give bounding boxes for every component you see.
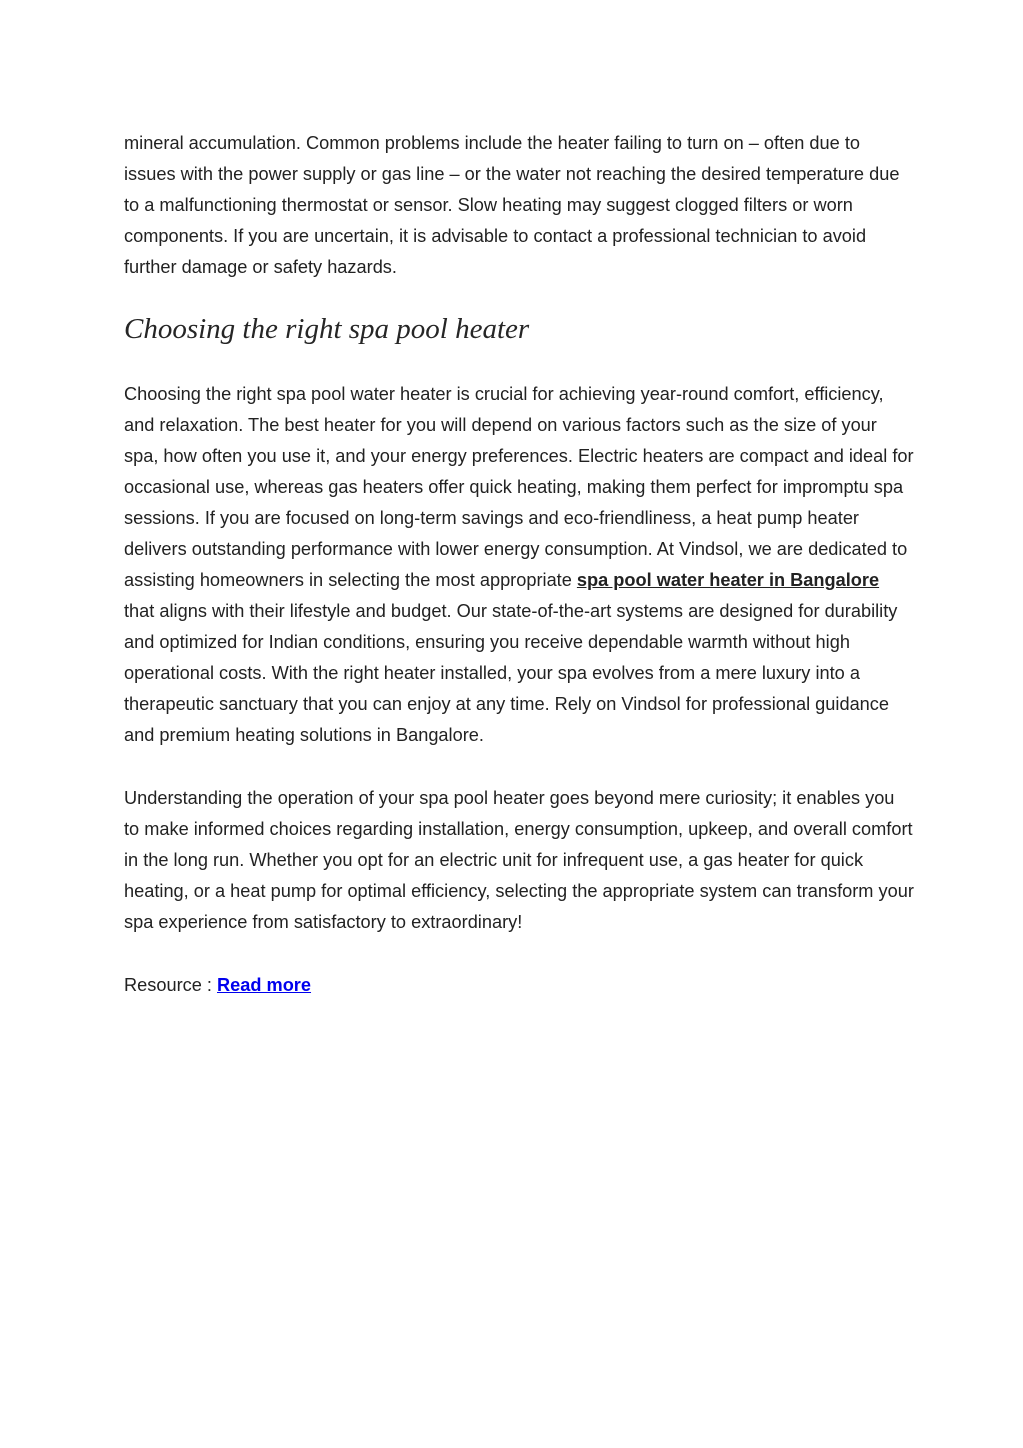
resource-label: Resource : [124,975,217,995]
choosing-paragraph [124,379,914,751]
resource-line [124,970,914,1001]
choosing-text-before: Choosing the right spa pool water heater is crucial for achieving year-round comfort, efficiency, and relaxation. The best heater for you will depend on various factors such as the size of your spa, how often you use it, and your energy preferences. Electric heaters are compact and ideal for occasional use, whereas gas heaters offer quick heating, making them perfect for impromptu spa sessions. If you are focused on long-term savings and eco-friendliness, a heat pump heater delivers outstanding performance with lower energy consumption. At Vindsol, we are dedicated to assisting homeowners in selecting the most appropriate [124,384,914,590]
section-heading: Choosing the right spa pool heater [124,313,530,345]
choosing-text-after: that aligns with their lifestyle and budget. Our state-of-the-art systems are designed for durability and optimized for Indian conditions, ensuring you receive dependable warmth without high operational costs. With the right heater installed, your spa evolves from a mere luxury into a therapeutic sanctuary that you can enjoy at any time. Rely on Vindsol for professional guidance and premium heating solutions in Bangalore. [124,601,898,745]
document-page [124,128,914,1001]
intro-paragraph: mineral accumulation. Common problems include the heater failing to turn on – often due to issues with the power supply or gas line – or the water not reaching the desired temperature due to a malfunctioning thermostat or sensor. Slow heating may suggest clogged filters or worn components. If you are uncertain, it is advisable to contact a professional technician to avoid further damage or safety hazards. [124,133,900,277]
read-more-link[interactable]: Read more [217,975,312,995]
understanding-paragraph: Understanding the operation of your spa pool heater goes beyond mere curiosity; it enables you to make informed choices regarding installation, energy consumption, upkeep, and overall comfort in the long run. Whether you opt for an electric unit for infrequent use, a gas heater for quick heating, or a heat pump for optimal efficiency, selecting the appropriate system can transform your spa experience from satisfactory to extraordinary! [124,788,914,932]
spa-heater-bangalore-link[interactable]: spa pool water heater in Bangalore [576,570,880,590]
